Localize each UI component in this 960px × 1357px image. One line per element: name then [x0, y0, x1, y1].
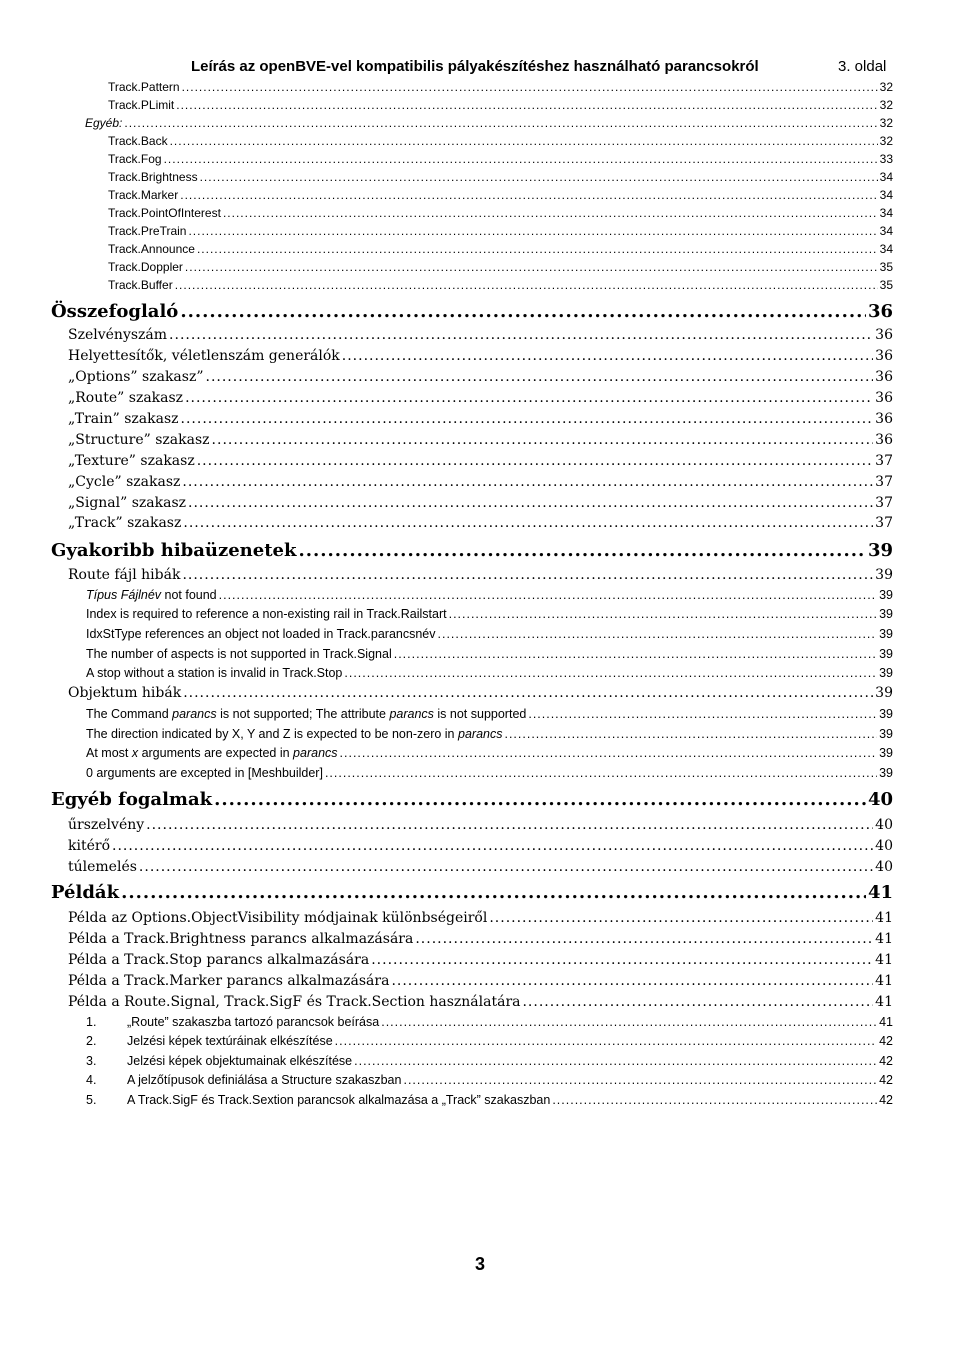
- toc-dot-leader: [391, 973, 873, 989]
- toc-entry-page: 34: [879, 206, 893, 220]
- toc-entry[interactable]: [68, 910, 893, 926]
- toc-entry-page: 34: [879, 170, 893, 184]
- toc-entry[interactable]: [108, 80, 893, 94]
- toc-dot-leader: [182, 474, 873, 490]
- toc-entry-page: 42: [879, 1034, 893, 1048]
- toc-dot-leader: [214, 789, 866, 810]
- toc-entry-page: 41: [875, 994, 893, 1010]
- toc-entry-label: Track.Doppler: [108, 260, 183, 274]
- toc-entry[interactable]: [108, 224, 893, 238]
- toc-entry-label: űrszelvény: [68, 817, 145, 833]
- toc-entry-label: Track.Pattern: [108, 80, 180, 94]
- toc-entry-number: 4.: [86, 1073, 97, 1087]
- toc-entry-label: Gyakoribb hibaüzenetek: [51, 540, 297, 561]
- toc-entry[interactable]: [86, 607, 893, 621]
- toc-entry[interactable]: [68, 685, 893, 701]
- toc-entry-label: Track.Fog: [108, 152, 162, 166]
- toc-dot-leader: [489, 910, 873, 926]
- toc-entry-label: kitérő: [68, 838, 110, 854]
- toc-entry-page: 36: [875, 327, 893, 343]
- toc-dot-leader: [188, 495, 873, 511]
- toc-entry-page: 40: [875, 817, 893, 833]
- toc-dot-leader: [197, 242, 878, 256]
- toc-dot-leader: [181, 411, 874, 427]
- toc-entry-label: „Options” szakasz”: [68, 369, 204, 385]
- toc-entry[interactable]: [68, 567, 893, 583]
- toc-entry-number: 3.: [86, 1054, 97, 1068]
- header-page-label: 3. oldal: [838, 58, 887, 75]
- toc-entry[interactable]: [108, 242, 893, 256]
- toc-entry[interactable]: [68, 453, 893, 469]
- toc-entry-page: 39: [879, 746, 893, 760]
- toc-entry[interactable]: [68, 973, 893, 989]
- toc-entry-label: The number of aspects is not supported in Track.Signal: [86, 647, 392, 661]
- toc-entry-label: Példa az Options.ObjectVisibility módjainak különbségeiről: [68, 910, 488, 926]
- toc-entry-page: 34: [879, 188, 893, 202]
- toc-dot-leader: [124, 116, 877, 130]
- toc-entry-page: 39: [879, 666, 893, 680]
- toc-dot-leader: [197, 453, 873, 469]
- toc-entry-label: 0 arguments are excepted in [Meshbuilder]: [86, 766, 323, 780]
- toc-entry-label: Track.PointOfInterest: [108, 206, 221, 220]
- toc-entry[interactable]: [86, 627, 893, 641]
- toc-entry-label: A stop without a station is invalid in Track.Stop: [86, 666, 343, 680]
- toc-entry[interactable]: [51, 301, 893, 322]
- toc-entry-page: 41: [867, 882, 893, 903]
- toc-entry[interactable]: [68, 994, 893, 1010]
- toc-entry[interactable]: [86, 647, 893, 661]
- toc-entry-page: 39: [879, 647, 893, 661]
- toc-entry-label: Track.Marker: [108, 188, 179, 202]
- toc-entry-page: 34: [879, 224, 893, 238]
- toc-entry-label: The Command parancs is not supported; The attribute parancs is not supported: [86, 707, 527, 721]
- toc-entry-page: 32: [879, 116, 893, 130]
- toc-entry[interactable]: [68, 817, 893, 833]
- toc-entry[interactable]: [86, 1034, 893, 1048]
- toc-entry-page: 41: [875, 973, 893, 989]
- toc-entry-label: At most x arguments are expected in parancs: [86, 746, 338, 760]
- toc-entry-page: 36: [875, 432, 893, 448]
- toc-entry[interactable]: [86, 1093, 893, 1107]
- toc-dot-leader: [354, 1054, 877, 1068]
- toc-entry-page: 39: [879, 588, 893, 602]
- toc-entry-page: 37: [875, 515, 893, 531]
- toc-entry[interactable]: [68, 348, 893, 364]
- toc-dot-leader: [344, 666, 877, 680]
- toc-dot-leader: [206, 369, 874, 385]
- toc-entry-number: 2.: [86, 1034, 97, 1048]
- toc-entry-label: túlemelés: [68, 859, 137, 875]
- toc-entry-label: Track.Announce: [108, 242, 195, 256]
- toc-entry-number: 1.: [86, 1015, 97, 1029]
- toc-entry[interactable]: [86, 1015, 893, 1029]
- toc-dot-leader: [139, 859, 873, 875]
- toc-dot-leader: [182, 567, 873, 583]
- toc-entry-page: 42: [879, 1054, 893, 1068]
- toc-entry[interactable]: [68, 327, 893, 343]
- toc-dot-leader: [415, 931, 873, 947]
- toc-dot-leader: [298, 540, 865, 561]
- toc-entry-label: The direction indicated by X, Y and Z is expected to be non-zero in parancs: [86, 727, 503, 741]
- toc-entry-label: Track.Brightness: [108, 170, 198, 184]
- toc-entry-page: 35: [879, 278, 893, 292]
- toc-entry[interactable]: [68, 931, 893, 947]
- toc-entry[interactable]: [68, 474, 893, 490]
- toc-entry[interactable]: [68, 495, 893, 511]
- toc-dot-leader: [183, 685, 873, 701]
- toc-entry-label: Route fájl hibák: [68, 567, 181, 583]
- toc-entry-label: „Route” szakasz: [68, 390, 184, 406]
- toc-entry[interactable]: [85, 116, 893, 130]
- toc-entry-page: 41: [875, 910, 893, 926]
- toc-entry-label: Példák: [51, 882, 120, 903]
- toc-entry-page: 36: [875, 390, 893, 406]
- toc-entry-page: 39: [879, 607, 893, 621]
- toc-entry[interactable]: [68, 369, 893, 385]
- toc-entry-page: 36: [867, 301, 893, 322]
- toc-entry-label: „Signal” szakasz: [68, 495, 187, 511]
- toc-entry-page: 40: [875, 838, 893, 854]
- toc-entry-page: 41: [879, 1015, 893, 1029]
- toc-entry[interactable]: [86, 746, 893, 760]
- toc-entry[interactable]: [86, 707, 893, 721]
- toc-dot-leader: [342, 348, 873, 364]
- toc-entry-label: „Route” szakaszba tartozó parancsok beírása: [127, 1015, 380, 1029]
- toc-entry-page: 39: [875, 685, 893, 701]
- toc-entry-label: Track.PLimit: [108, 98, 175, 112]
- toc-entry-page: 42: [879, 1093, 893, 1107]
- toc-dot-leader: [164, 152, 878, 166]
- page-header: [0, 58, 960, 80]
- toc-entry[interactable]: [68, 390, 893, 406]
- header-title: Leírás az openBVE-vel kompatibilis pályakészítéshez használható parancsokról: [191, 58, 759, 75]
- toc-entry[interactable]: [51, 882, 893, 903]
- toc-dot-leader: [394, 647, 877, 661]
- toc-entry-label: Típus Fájlnév not found: [86, 588, 217, 602]
- toc-entry-label: Példa a Track.Stop parancs alkalmazására: [68, 952, 370, 968]
- toc-dot-leader: [212, 432, 874, 448]
- toc-dot-leader: [182, 80, 878, 94]
- toc-entry-page: 33: [879, 152, 893, 166]
- toc-dot-leader: [180, 301, 866, 322]
- toc-entry-page: 32: [879, 98, 893, 112]
- toc-entry[interactable]: [68, 838, 893, 854]
- toc-entry-page: 37: [875, 474, 893, 490]
- toc-entry-page: 42: [879, 1073, 893, 1087]
- toc-entry[interactable]: [68, 432, 893, 448]
- toc-entry[interactable]: [108, 188, 893, 202]
- toc-dot-leader: [200, 170, 878, 184]
- toc-entry[interactable]: [86, 1073, 893, 1087]
- toc-entry-label: Track.Back: [108, 134, 168, 148]
- toc-entry-label: Index is required to reference a non-existing rail in Track.Railstart: [86, 607, 447, 621]
- toc-entry-label: Összefoglaló: [51, 301, 179, 322]
- toc-entry-page: 39: [875, 567, 893, 583]
- toc-entry[interactable]: [68, 859, 893, 875]
- toc-entry-label: Szelvényszám: [68, 327, 168, 343]
- toc-dot-leader: [522, 994, 873, 1010]
- toc-dot-leader: [219, 588, 877, 602]
- toc-dot-leader: [121, 882, 866, 903]
- toc-dot-leader: [146, 817, 873, 833]
- toc-entry[interactable]: [51, 540, 893, 561]
- toc-dot-leader: [176, 98, 877, 112]
- toc-entry-page: 37: [875, 453, 893, 469]
- toc-entry[interactable]: [108, 152, 893, 166]
- toc-dot-leader: [175, 278, 878, 292]
- toc-entry-page: 36: [875, 348, 893, 364]
- toc-entry-page: 41: [875, 931, 893, 947]
- toc-entry-label: Jelzési képek objektumainak elkészítése: [127, 1054, 353, 1068]
- toc-entry-label: Track.Buffer: [108, 278, 173, 292]
- toc-entry[interactable]: [86, 727, 893, 741]
- toc-entry[interactable]: [86, 766, 893, 780]
- toc-entry-label: IdxStType references an object not loaded in Track.parancsnév: [86, 627, 436, 641]
- toc-entry-page: 37: [875, 495, 893, 511]
- toc-dot-leader: [403, 1073, 877, 1087]
- toc-entry-label: Egyéb:: [85, 116, 123, 130]
- toc-entry-page: 39: [879, 627, 893, 641]
- toc-entry-label: Egyéb fogalmak: [51, 789, 213, 810]
- toc-entry[interactable]: [108, 98, 893, 112]
- toc-dot-leader: [185, 260, 878, 274]
- toc-entry-page: 35: [879, 260, 893, 274]
- toc-entry-label: Jelzési képek textúráinak elkészítése: [127, 1034, 333, 1048]
- toc-entry-page: 41: [875, 952, 893, 968]
- toc-dot-leader: [528, 707, 877, 721]
- toc-entry[interactable]: [68, 515, 893, 531]
- toc-dot-leader: [340, 746, 878, 760]
- toc-dot-leader: [185, 390, 873, 406]
- toc-dot-leader: [180, 188, 877, 202]
- toc-entry-label: „Train” szakasz: [68, 411, 179, 427]
- toc-entry-label: „Texture” szakasz: [68, 453, 195, 469]
- toc-entry[interactable]: [108, 278, 893, 292]
- toc-entry[interactable]: [108, 134, 893, 148]
- page-number: 3: [474, 1254, 485, 1274]
- toc-entry-label: Objektum hibák: [68, 685, 182, 701]
- toc-entry-page: 32: [879, 80, 893, 94]
- toc-entry-page: 39: [867, 540, 893, 561]
- toc-entry-number: 5.: [86, 1093, 97, 1107]
- toc-dot-leader: [188, 224, 877, 238]
- toc-entry[interactable]: [68, 411, 893, 427]
- toc-entry-label: A Track.SigF és Track.Sextion parancsok alkalmazása a „Track” szakaszban: [127, 1093, 551, 1107]
- toc-entry-label: Példa a Track.Brightness parancs alkalmazására: [68, 931, 414, 947]
- toc-entry-label: „Track” szakasz: [68, 515, 182, 531]
- toc-entry-page: 36: [875, 369, 893, 385]
- toc-dot-leader: [381, 1015, 877, 1029]
- toc-entry[interactable]: [86, 588, 893, 602]
- toc-entry-page: 39: [879, 727, 893, 741]
- toc-entry[interactable]: [68, 952, 893, 968]
- toc-entry-page: 34: [879, 242, 893, 256]
- toc-dot-leader: [552, 1093, 877, 1107]
- toc-entry[interactable]: [86, 666, 893, 680]
- toc-entry-label: „Cycle” szakasz: [68, 474, 181, 490]
- toc-dot-leader: [223, 206, 878, 220]
- toc-dot-leader: [438, 627, 878, 641]
- toc-entry[interactable]: [51, 789, 893, 810]
- toc-entry-page: 40: [867, 789, 893, 810]
- toc-entry-label: Példa a Track.Marker parancs alkalmazására: [68, 973, 390, 989]
- toc-dot-leader: [504, 727, 877, 741]
- toc-entry-label: Példa a Route.Signal, Track.SigF és Track.Section használatára: [68, 994, 521, 1010]
- toc-dot-leader: [170, 134, 878, 148]
- toc-entry-page: 39: [879, 766, 893, 780]
- toc-entry-page: 40: [875, 859, 893, 875]
- toc-dot-leader: [112, 838, 873, 854]
- toc-dot-leader: [325, 766, 877, 780]
- toc-entry-label: „Structure” szakasz: [68, 432, 210, 448]
- toc-entry-label: A jelzőtípusok definiálása a Structure szakaszban: [127, 1073, 402, 1087]
- toc-entry-page: 36: [875, 411, 893, 427]
- toc-entry[interactable]: [108, 170, 893, 184]
- toc-dot-leader: [183, 515, 873, 531]
- toc-entry-page: 32: [879, 134, 893, 148]
- toc-dot-leader: [335, 1034, 877, 1048]
- toc-entry-label: Helyettesítők, véletlenszám generálók: [68, 348, 340, 364]
- toc-entry-label: Track.PreTrain: [108, 224, 187, 238]
- toc-dot-leader: [449, 607, 878, 621]
- toc-dot-leader: [169, 327, 873, 343]
- toc-dot-leader: [371, 952, 873, 968]
- toc-entry[interactable]: [86, 1054, 893, 1068]
- toc-entry-page: 39: [879, 707, 893, 721]
- toc-entry[interactable]: [108, 260, 893, 274]
- toc-entry[interactable]: [108, 206, 893, 220]
